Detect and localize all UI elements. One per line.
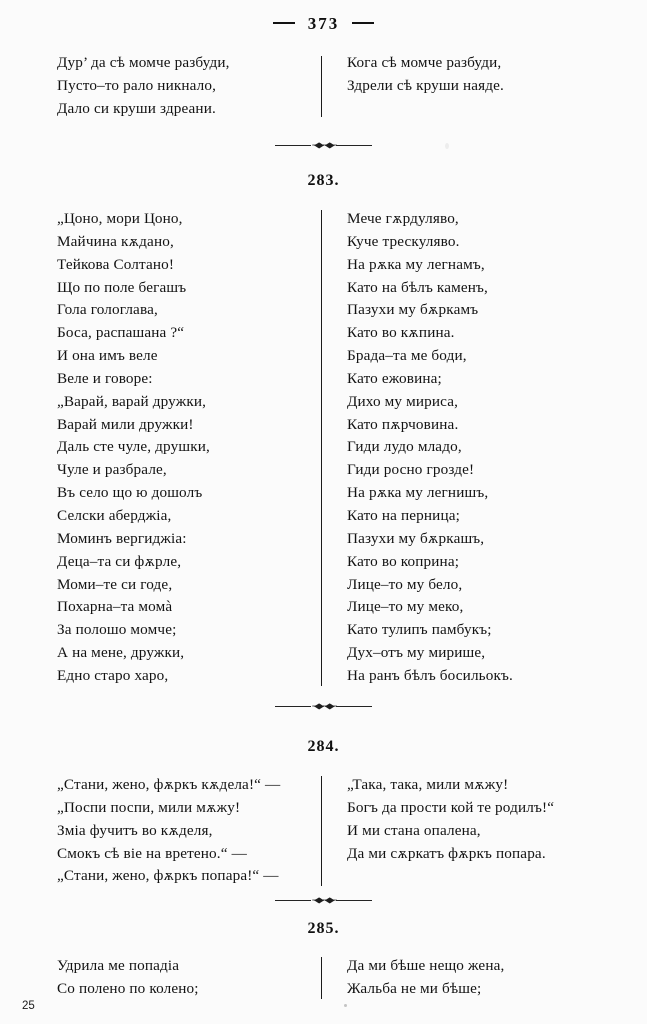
verse-line: Боса, распашана ?“: [57, 324, 185, 342]
verse-line: Веле и говоре:: [57, 369, 153, 387]
verse-line: Въ село що ю дошолъ: [57, 484, 203, 502]
verse-line: Пазухи му бѫркамъ: [347, 301, 479, 319]
verse-line: Що по поле бегашъ: [57, 278, 187, 296]
verse-line: Гиди лудо младо,: [347, 438, 462, 456]
verse-line: „Варай, варай дружки,: [57, 392, 207, 410]
verse-line: Со полено по колено;: [57, 979, 199, 997]
column-left: [0, 955, 313, 1001]
verse-line: Гола гологлава,: [57, 301, 158, 319]
verse-line: Пусто–то рало никнало,: [57, 76, 217, 94]
verse-line: Да ми бѣше нещо жена,: [347, 957, 505, 974]
verse-line: Богъ да прости кой те родилъ!“: [347, 798, 555, 816]
ornament-rule-right: [336, 706, 372, 707]
verse-line: Като ежовина;: [347, 369, 442, 387]
ornament-rule-right: [336, 900, 372, 901]
verse-line: „Така, така, мили мѫжу!: [347, 776, 509, 793]
verse-line: Дур’ да сѣ момче разбуди,: [57, 54, 230, 71]
verse-line: Смокъ сѣ віе на вретено.“ —: [57, 844, 247, 862]
ornament-rule-left: [275, 900, 311, 901]
verse-line: Пазухи му бѫркашъ,: [347, 529, 485, 547]
two-column-text: [0, 208, 647, 688]
verse-line: Майчина кѫдано,: [57, 232, 174, 250]
ornament-glyph: ◦◆◦◆◦: [311, 139, 336, 150]
verse-line: Лице–то му бело,: [347, 575, 463, 593]
verse-line: Чуле и разбрале,: [57, 461, 167, 479]
column-left: [0, 208, 313, 688]
verse-line: Едно старо харо,: [57, 666, 169, 684]
verse-line: Похарна–та момà: [57, 598, 173, 616]
verse-line: „Поспи поспи, мили мѫжу!: [57, 798, 241, 816]
scan-speck: [445, 143, 449, 149]
ornament-divider: [0, 138, 647, 152]
song-number: 283.: [307, 172, 340, 189]
column-left: [0, 52, 313, 121]
two-column-text: [0, 52, 647, 121]
signature-mark: 25: [22, 1000, 35, 1012]
verse-line: Куче трескуляво.: [347, 232, 460, 250]
verse-line: Моминъ вергиджіа:: [57, 529, 187, 547]
column-divider: [321, 776, 322, 886]
verse-line: Мече гѫрдуляво,: [347, 210, 459, 227]
verse-line: Здрели сѣ круши наяде.: [347, 76, 504, 94]
column-right: [313, 774, 647, 865]
running-head: [0, 14, 647, 34]
song-number: 285.: [307, 920, 340, 937]
verse-line: „Цоно, мори Цоно,: [57, 210, 183, 227]
verse-line: На ранъ бѣлъ босильокъ.: [347, 666, 513, 684]
verse-line: И ми стана опалена,: [347, 821, 481, 839]
verse-line: „Стани, жено, фѫркъ попара!“ —: [57, 867, 279, 885]
song-block-285: [0, 920, 647, 1001]
verse-line: Кога сѣ момче разбуди,: [347, 54, 502, 71]
column-right: [313, 208, 647, 688]
verse-line: Лице–то му меко,: [347, 598, 464, 616]
verse-line: На рѫка му легнамъ,: [347, 255, 485, 273]
verse-line: Варай мили дружки!: [57, 415, 194, 433]
verse-line: Моми–те си годе,: [57, 575, 173, 593]
verse-line: Да ми сѫркатъ фѫркъ попара.: [347, 844, 546, 862]
verse-line: А на мене, дружки,: [57, 644, 185, 662]
song-block-continuation: [0, 52, 647, 121]
verse-line: Зміа фучитъ во кѫделя,: [57, 821, 213, 839]
verse-line: Като на перница;: [347, 506, 460, 524]
verse-line: Даль сте чуле, друшки,: [57, 438, 210, 456]
verse-line: За полошо момче;: [57, 621, 177, 639]
verse-line: Селски аберджіа,: [57, 506, 172, 524]
column-divider: [321, 210, 322, 686]
scan-speck: [344, 1004, 347, 1007]
two-column-text: [0, 774, 647, 888]
column-right: [313, 955, 647, 1001]
verse-line: Като на бѣлъ каменъ,: [347, 278, 488, 296]
verse-line: И она имъ веле: [57, 347, 158, 365]
verse-line: Деца–та си фѫрле,: [57, 552, 182, 570]
song-number: 284.: [307, 738, 340, 755]
running-head-rule-right: [352, 22, 374, 24]
verse-line: На рѫка му легнишъ,: [347, 484, 489, 502]
verse-line: Като пѫрчовина.: [347, 415, 459, 433]
ornament-divider: [0, 893, 647, 907]
verse-line: Дало си круши здреани.: [57, 99, 216, 117]
verse-line: Дух–отъ му мирише,: [347, 644, 486, 662]
verse-line: Като во коприна;: [347, 552, 460, 570]
ornament-glyph: ◦◆◦◆◦: [311, 894, 336, 905]
verse-line: Дихо му мириса,: [347, 392, 459, 410]
verse-line: Тейкова Солтано!: [57, 255, 175, 273]
ornament-rule-left: [275, 706, 311, 707]
verse-line: Като тулипъ памбукъ;: [347, 621, 492, 639]
song-block-284: [0, 738, 647, 888]
ornament-rule-right: [336, 145, 372, 146]
ornament-glyph: ◦◆◦◆◦: [311, 700, 336, 711]
two-column-text: [0, 955, 647, 1001]
song-block-283: [0, 172, 647, 688]
verse-line: Удрила ме попадіа: [57, 957, 180, 974]
column-divider: [321, 957, 322, 999]
verse-line: Като во кѫпина.: [347, 324, 455, 342]
ornament-divider: [0, 699, 647, 713]
column-left: [0, 774, 313, 888]
page-number: 373: [307, 14, 340, 33]
verse-line: Брада–та ме боди,: [347, 347, 467, 365]
verse-line: „Стани, жено, фѫркъ кѫдела!“ —: [57, 776, 281, 793]
verse-line: Гиди росно грозде!: [347, 461, 475, 479]
running-head-rule-left: [273, 22, 295, 24]
column-divider: [321, 56, 322, 117]
verse-line: Жальба не ми бѣше;: [347, 979, 482, 997]
ornament-rule-left: [275, 145, 311, 146]
column-right: [313, 52, 647, 98]
